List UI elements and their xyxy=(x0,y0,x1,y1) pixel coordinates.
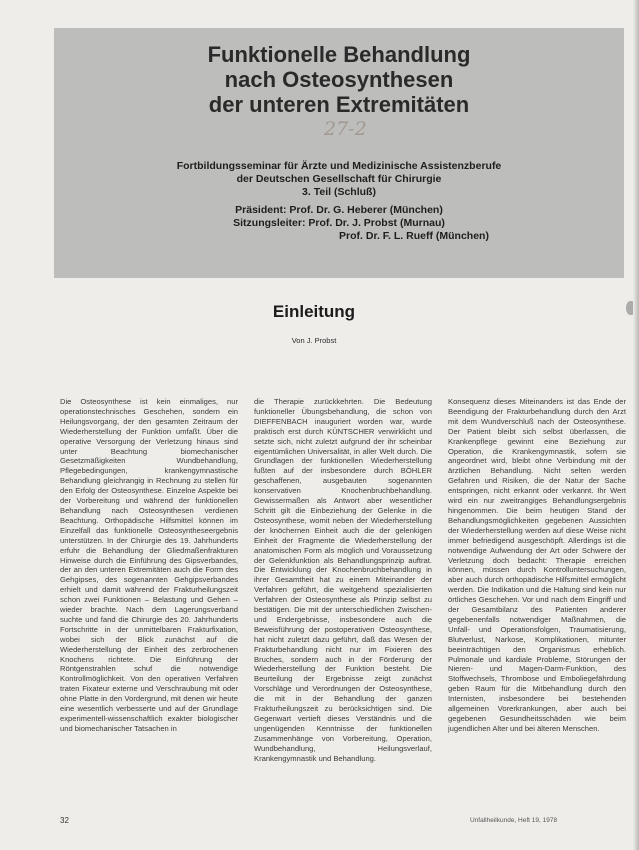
text-column-3 xyxy=(448,397,626,809)
text-column-2 xyxy=(254,397,432,809)
title-line-1: Funktionelle Behandlung xyxy=(207,42,471,67)
handwritten-note: 27-2 xyxy=(324,118,367,140)
seminar-line-2: der Deutschen Gesellschaft für Chirurgie xyxy=(236,173,442,185)
body-text-col1: Die Osteosynthese ist kein einmaliges, nur operationstechnisches Geschehen, sondern ein Heilungsvorgang, der den gesamten Zeitraum der Wiederherstellung der Funktion umfaßt. Über die operative Versorgung der Verletzung hinaus sind unter Beachtung biomechanischer Gesetzmäßigkeiten Wundbehandlung, Pflegebedingungen, krankengymnastische Behandlung gleichrangig in Rechnung zu stellen für den Erfolg der Osteosynthese. Einzelne Aspekte bei der Vorbereitung und während der funktionellen Behandlung nach Osteosynthesen verdienen Beachtung. Orthopädische Hilfsmittel können im Einzelfall das funktionelle Osteosyntheseergebnis unterstützen. In der Chirurgie des 19. Jahrhunderts erfuhr die Behandlung der Gliedmaßenfrakturen Hinweise durch die Einführung des Gipsverbandes, der an den unteren Extremitäten auch die Form des Gehgipses, des sogenannten Gehgipsverbandes erhielt und damit während der Frakturheilungszeit schon zwei Funktionen – Belastung und Gehen – wieder brachte. Nach dem Lagerungsverband suchte und fand die Chirurgie des 20. Jahrhunderts Fortschritte in der unmittelbaren Frakturfixation, wobei sich der Blick zunächst auf die Wiederherstellung der Einheit des zerbrochenen Knochens richtete. Die Einführung der Röntgenstrahlen schuf die notwendige Kontrollmöglichkeit. Von den operativen Verfahren traten Fixateur externe und Verschraubung mit oder ohne Platte in den Vordergrund, mit denen wir heute eine wesentlich verbesserte und auf der Grundlage experimentell-wissenschaftlich exakter biologischer und biomechanischer Tatsachen in xyxy=(60,397,238,733)
body-text-col2: die Therapie zurückkehrten. Die Bedeutung funktioneller Übungsbehandlung, die schon von DIEFFENBACH inauguriert worden war, wurde praktisch erst durch KÜNTSCHER verwirklicht und setzte sich, nicht zuletzt aufgrund der ihr scheinbar eigentümlichen Universalität, in aller Welt durch. Die Grundlagen der funktionellen Wiederherstellung fußten auf der insbesondere durch BÖHLER geschaffenen, ausgebauten sogenannten konservativen Knochenbruchbehandlung. Gewissermaßen als Antwort aber wesentlicher Schritt gilt die Einbeziehung der Gelenke in die Osteosynthese, womit neben der Wiederherstellung der knöchernen Einheit auch die der gelenkigen Einheit der Fragmente die Wiederherstellung der anatomischen Form als möglich und Voraussetzung der Gelenkfunktion als Behandlungsprinzip auftrat. Die Entwicklung der Knochenbruchbehandlung in ihrer Gesamtheit hat zu einem Miteinander der Verfahren geführt, die weitgehend spezialisierten Verfahren der Osteosynthese als Prinzip selbst zu bestätigen. Die mit der unterschiedlichen Zwischen- und Endergebnisse, insbesondere auch die Beweisführung der postoperativen Osteosynthese, hat nicht zuletzt dazu geführt, daß das Wesen der Frakturbehandlung nicht nur im Fixieren des Bruches, sondern auch in der Förderung der Wiederherstellung der Funktion besteht. Die Beurteilung der Ergebnisse zeigt zunächst Vorschläge und Verordnungen der Osteosynthese, die mit in der Behandlung der ganzen Frakturheilungszeit zu berücksichtigen sind. Die Gegenwart vertieft dieses Verständnis und die ungenügenden Kenntnisse der funktionellen Zusammenhänge von Vorbereitung, Operation, Wundbehandlung, Heilungsverlauf, Krankengymnastik und Behandlung. xyxy=(254,397,432,763)
scan-edge-shadow xyxy=(633,0,639,850)
article-title xyxy=(54,42,624,117)
seminar-line-3: 3. Teil (Schluß) xyxy=(302,186,376,198)
author-byline: Von J. Probst xyxy=(291,336,337,345)
title-line-2: nach Osteosynthesen xyxy=(224,67,454,92)
president-line: Präsident: Prof. Dr. G. Heberer (München) xyxy=(235,204,443,216)
seminar-line-1: Fortbildungsseminar für Ärzte und Medizinische Assistenzberufe xyxy=(176,160,502,172)
text-column-1 xyxy=(60,397,238,809)
body-text-col3: Konsequenz dieses Miteinanders ist das Ende der Beendigung der Frakturbehandlung durch den Arzt mit dem Wundverschluß nach der Osteosynthese. Der Patient bleibt sich selbst überlassen, die Krankenpflege gewinnt eine Beziehung zur Operation, die Krankengymnastik, sofern sie angeordnet wird, bleibt ohne Verbindung mit der ärztlichen Behandlung. Nicht selten werden Gefahren und Risiken, die der Natur der Sache entspringen, nicht erkannt oder verkannt. Ihr Wert wird ein nur zweitrangiges Behandlungsergebnis hingenommen. Die beim heutigen Stand der Behandlungsmöglichkeiten gegebenen Aussichten der Wiederherstellung werden auf diese Weise nicht immer befriedigend ausgeschöpft. Allerdings ist die notwendige Aufwendung der Art oder Schwere der Verletzung doch bedacht: Therapie erreichen können, müssen durch Kontrolluntersuchungen, aber auch durch orthopädische Hilfsmittel ermöglicht werden. Die Indikation und die Haltung sind kein nur örtliches Geschehen. Vor und nach dem Eingriff und der Gesamtbilanz des Patienten anderer gegebenenfalls notwendiger Maßnahmen, die Unfall- und Operationsfolgen, Traumatisierung, Blutverlust, Narkose, Komplikationen, mitunter beeinträchtigen den Organismus erheblich. Pulmonale und kardiale Probleme, Störungen der Nieren- und Magen-Darm-Funktion, des Stoffwechsels, Thrombose und Emboliegefährdung geben Raum für die Mitbehandlung durch den Internisten, insbesondere bei bestehenden allgemeinen Vorerkrankungen, aber auch bei gegebenen Gesundheitsschäden wie beim jugendlichen Alter und bei älteren Menschen. xyxy=(448,397,626,733)
page-number: 32 xyxy=(60,816,69,825)
title-line-3: der unteren Extremitäten xyxy=(208,92,470,117)
section-heading: Einleitung xyxy=(272,302,356,321)
seminar-info xyxy=(54,160,624,243)
journal-citation: Unfallheilkunde, Heft 19, 1978 xyxy=(470,817,558,824)
chair-line-1: Sitzungsleiter: Prof. Dr. J. Probst (Murnau) xyxy=(233,217,445,229)
body-columns xyxy=(60,397,628,809)
chair-line-2: Prof. Dr. F. L. Rueff (München) xyxy=(339,230,489,242)
